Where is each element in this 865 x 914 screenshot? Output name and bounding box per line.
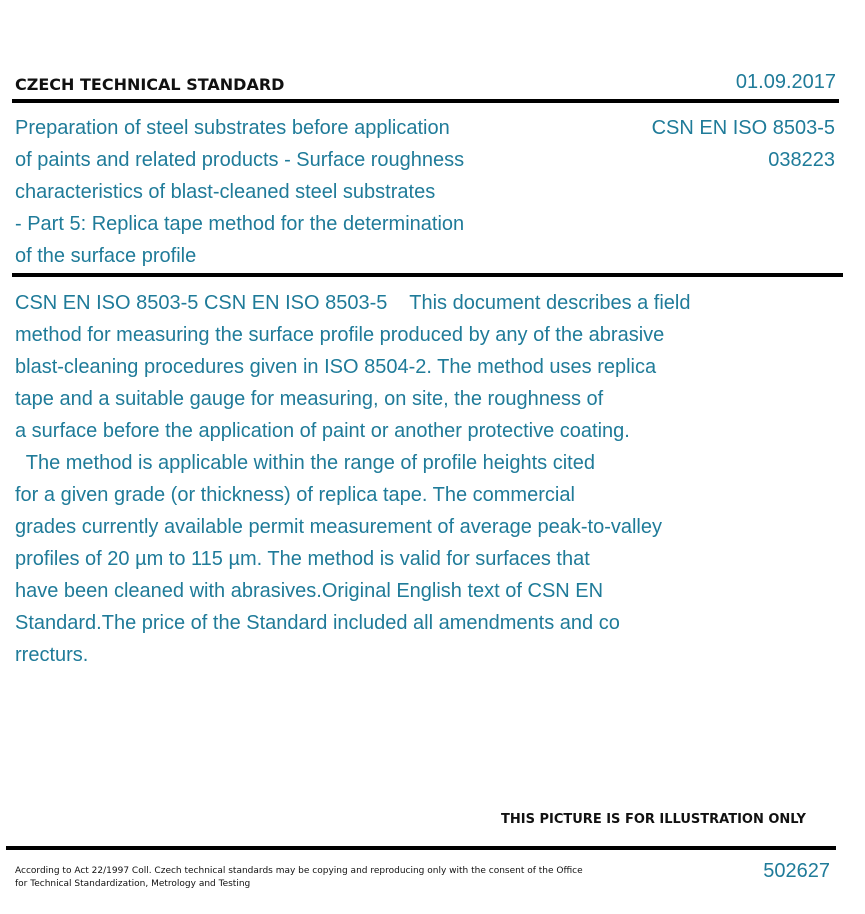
description-line: Standard.The price of the Standard included all amendments and co [15, 612, 620, 634]
description-line: tape and a suitable gauge for measuring, on site, the roughness of [15, 388, 604, 410]
middle-divider [12, 273, 843, 277]
standard-description [15, 287, 775, 671]
description-line: profiles of 20 µm to 115 µm. The method is valid for surfaces that [15, 548, 590, 570]
title-line: characteristics of blast-cleaned steel substrates [15, 181, 436, 203]
title-line: of the surface profile [15, 245, 197, 267]
description-line: a surface before the application of paint or another protective coating. [15, 420, 630, 442]
legal-line: According to Act 22/1997 Coll. Czech technical standards may be copying and reproducing only with the consent of the Office [15, 866, 583, 876]
legal-notice [15, 865, 583, 891]
description-line: grades currently available permit measurement of average peak-to-valley [15, 516, 662, 538]
illustration-disclaimer: THIS PICTURE IS FOR ILLUSTRATION ONLY [501, 812, 806, 827]
description-line: The method is applicable within the range of profile heights cited [15, 452, 595, 474]
description-line: for a given grade (or thickness) of replica tape. The commercial [15, 484, 575, 506]
description-line: have been cleaned with abrasives.Original English text of CSN EN [15, 580, 604, 602]
description-line: CSN EN ISO 8503-5 CSN EN ISO 8503-5 This document describes a field [15, 292, 691, 314]
publication-date: 01.09.2017 [735, 71, 836, 93]
legal-line: for Technical Standardization, Metrology and Testing [15, 879, 251, 889]
description-line: method for measuring the surface profile produced by any of the abrasive [15, 324, 665, 346]
bottom-divider [6, 846, 836, 850]
document-type-label: CZECH TECHNICAL STANDARD [15, 75, 285, 94]
description-line: rrecturs. [15, 644, 89, 666]
description-line: blast-cleaning procedures given in ISO 8504-2. The method uses replica [15, 356, 657, 378]
product-id: 502627 [763, 860, 830, 882]
title-line: - Part 5: Replica tape method for the determination [15, 213, 465, 235]
class-number: 038223 [768, 149, 835, 171]
title-line: Preparation of steel substrates before application [15, 117, 450, 139]
top-divider [12, 99, 839, 103]
title-line: of paints and related products - Surface roughness [15, 149, 465, 171]
standard-identifiers [652, 112, 835, 176]
standard-code: CSN EN ISO 8503-5 [651, 117, 835, 139]
standard-title [15, 112, 535, 272]
